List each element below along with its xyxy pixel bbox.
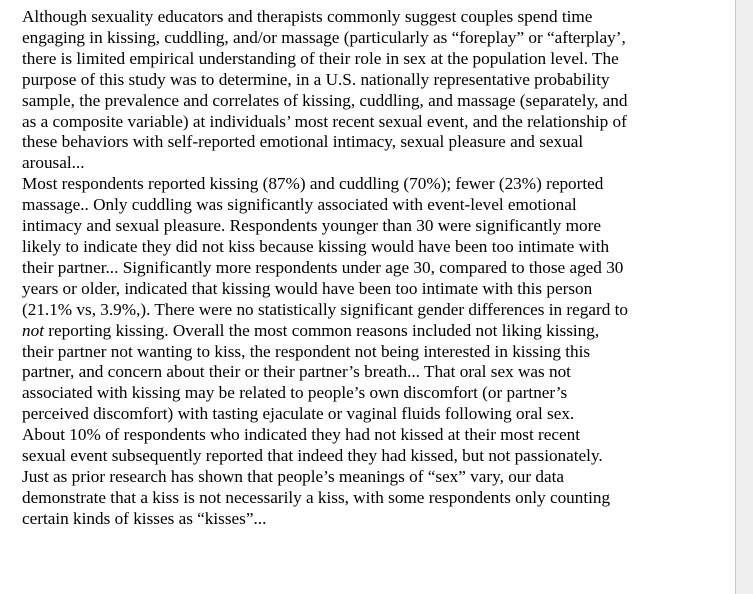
text-line: engaging in kissing, cuddling, and/or massage (particularly as “foreplay” or “afterplay’, <box>22 27 626 47</box>
text-line: About 10% of respondents who indicated they had not kissed at their most recent <box>22 425 580 445</box>
paragraph-1 <box>12 7 735 174</box>
text-line: Just as prior research has shown that people’s meanings of “sex” vary, our data <box>22 466 565 486</box>
text-line: arousal... <box>22 153 85 173</box>
text-line: purpose of this study was to determine, in a U.S. nationally representative probability <box>22 69 610 89</box>
text-line: sample, the prevalence and correlates of kissing, cuddling, and massage (separately, and <box>22 90 628 110</box>
text-line: partner, and concern about their or their partner’s breath... That oral sex was not <box>22 362 571 382</box>
text-line: likely to indicate they did not kiss because kissing would have been too intimate with <box>22 236 610 256</box>
text-line: massage.. Only cuddling was significantly associated with event-level emotional <box>22 195 577 215</box>
text-line: perceived discomfort) with tasting ejaculate or vaginal fluids following oral sex. <box>22 404 575 424</box>
text-line-with-emphasis <box>12 321 735 342</box>
page-margin-area <box>736 0 753 594</box>
text-line: their partner not wanting to kiss, the respondent not being interested in kissing this <box>22 341 591 361</box>
text-line: certain kinds of kisses as “kisses”... <box>22 508 267 528</box>
text-line: demonstrate that a kiss is not necessarily a kiss, with some respondents only counting <box>22 487 611 507</box>
text-line: as a composite variable) at individuals’ most recent sexual event, and the relationship of <box>22 111 627 131</box>
text-line: intimacy and sexual pleasure. Respondents younger than 30 were significantly more <box>22 216 601 236</box>
text-line: these behaviors with self-reported emotional intimacy, sexual pleasure and sexual <box>22 132 584 152</box>
paragraph-2 <box>12 174 735 425</box>
text-line: Most respondents reported kissing (87%) and cuddling (70%); fewer (23%) reported <box>22 174 604 194</box>
text-line: (21.1% vs, 3.9%,). There were no statistically significant gender differences in regard to <box>22 299 628 319</box>
text-line: there is limited empirical understanding of their role in sex at the population level. The <box>22 48 619 68</box>
text-line: Although sexuality educators and therapists commonly suggest couples spend time <box>22 7 593 26</box>
text-line: years or older, indicated that kissing would have been too intimate with this person <box>22 278 593 298</box>
text-line: their partner... Significantly more respondents under age 30, compared to those aged 30 <box>22 257 624 277</box>
text-segment: reporting kissing. Overall the most common reasons included not liking kissing, <box>43 320 600 340</box>
text-line: associated with kissing may be related to people’s own discomfort (or partner’s <box>22 383 568 403</box>
emphasis-text: not <box>22 320 44 340</box>
text-line: sexual event subsequently reported that indeed they had kissed, but not passionately. <box>22 446 603 466</box>
paragraph-3 <box>12 425 735 530</box>
